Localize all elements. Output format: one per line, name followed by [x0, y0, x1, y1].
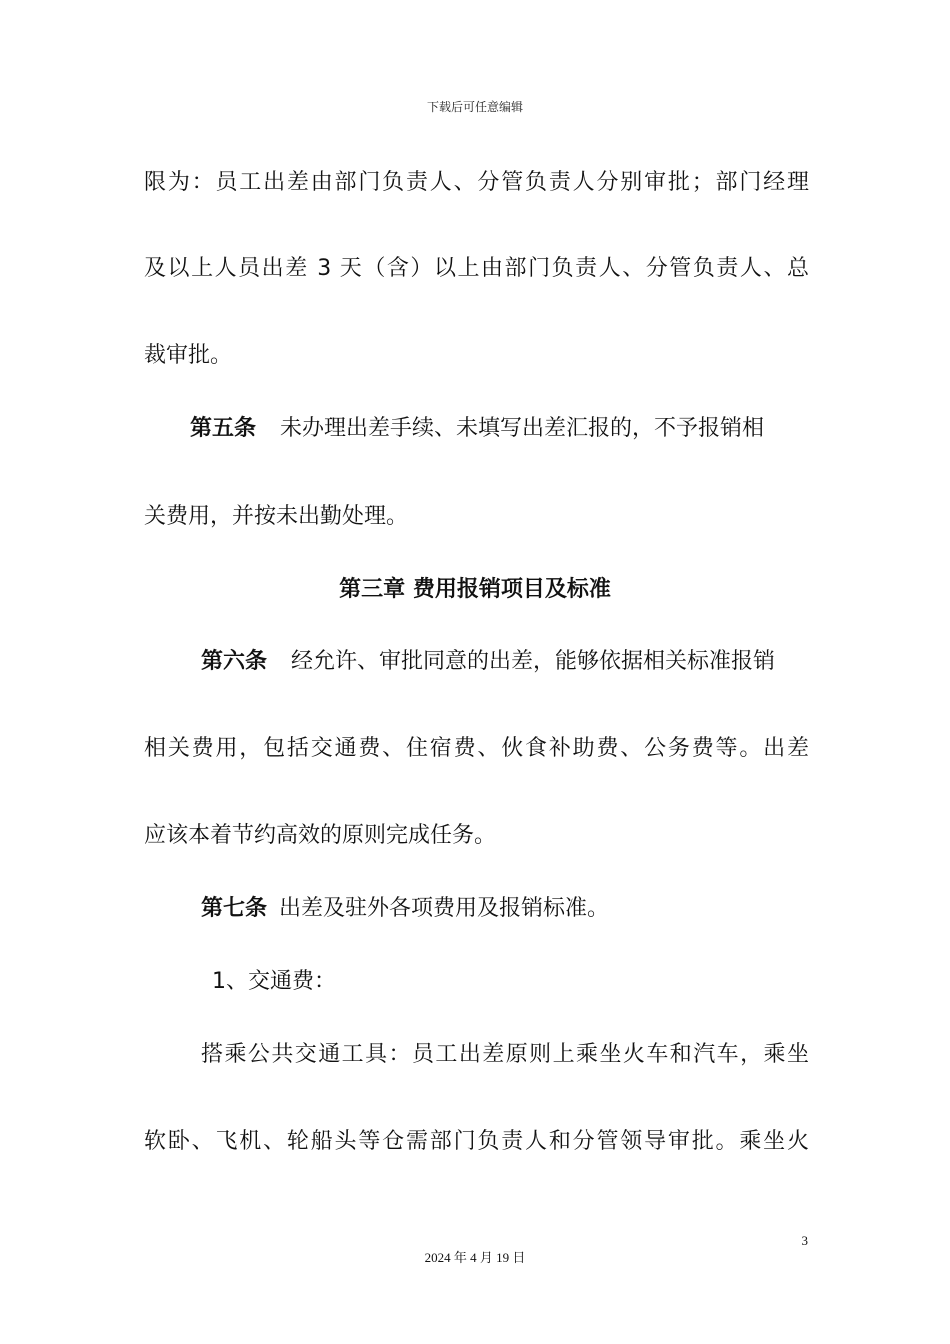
article-5-label: 第五条	[190, 416, 257, 441]
article-6-text: 经允许、审批同意的出差，能够依据相关标准报销	[291, 649, 776, 674]
chapter-title: 第三章 费用报销项目及标准	[339, 577, 611, 602]
paragraph-line: 相关费用，包括交通费、住宿费、伙食补助费、公务费等。出差	[144, 736, 809, 761]
article-6-line	[201, 647, 809, 677]
article-7-text: 出差及驻外各项费用及报销标准。	[279, 896, 610, 921]
paragraph-line: 限为：员工出差由部门负责人、分管负责人分别审批；部门经理	[144, 170, 809, 195]
page-header: 下载后可任意编辑	[426, 100, 523, 114]
article-6-label: 第六条	[201, 649, 268, 674]
paragraph-line: 关费用，并按未出勤处理。	[144, 504, 409, 529]
footer-date: 2024 年 4 月 19 日	[424, 1250, 526, 1265]
paragraph-line: 应该本着节约高效的原则完成任务。	[144, 823, 497, 848]
article-5-text: 未办理出差手续、未填写出差汇报的，不予报销相	[280, 416, 765, 441]
article-7-line	[201, 894, 809, 924]
page-number: 3	[801, 1233, 808, 1248]
article-5-line	[190, 414, 809, 444]
article-7-label: 第七条	[201, 896, 268, 921]
paragraph-line: 软卧、飞机、轮船头等仓需部门负责人和分管领导审批。乘坐火	[144, 1129, 809, 1154]
paragraph-line: 及以上人员出差 3 天（含）以上由部门负责人、分管负责人、总	[144, 256, 809, 281]
paragraph-line: 搭乘公共交通工具：员工出差原则上乘坐火车和汽车，乘坐	[201, 1042, 809, 1067]
list-item: 1、交通费：	[212, 969, 336, 994]
paragraph-line: 裁审批。	[144, 343, 233, 368]
